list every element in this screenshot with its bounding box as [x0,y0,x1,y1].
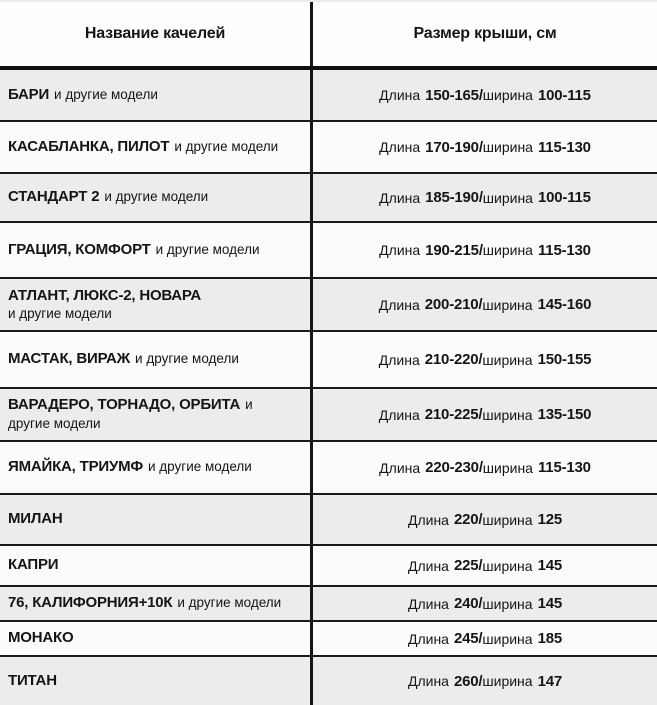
length-value: 220-230/ [425,459,483,476]
length-value: 200-210/ [424,296,483,313]
swing-name-suffix: и другие модели [8,305,112,321]
swing-name-text [8,138,278,157]
swing-model-names: ТИТАН [8,671,57,689]
length-label: Длина [379,139,421,155]
length-value: 260/ [453,672,483,690]
swing-name-text [8,396,296,434]
swing-name-suffix: и другие модели [8,396,253,431]
column-header-roof-size-label: Размер крыши, см [413,25,557,42]
width-value: 125 [537,511,563,528]
roof-size-cell [313,332,657,387]
swing-name-text [8,629,73,648]
swing-model-names: 76, КАЛИФОРНИЯ+10К [8,594,173,612]
width-value: 185 [537,630,563,647]
swing-name-text [8,594,281,613]
length-label: Длина [378,351,420,368]
swing-name-cell [0,495,313,544]
roof-size-cell [313,546,657,585]
roof-size-cell [313,622,657,655]
roof-size-cell [313,389,657,440]
table-row [0,330,657,387]
length-label: Длина [407,557,449,574]
length-label: Длина [407,595,449,612]
swing-model-names: КАСАБЛАНКА, ПИЛОТ [8,137,170,155]
swing-model-names: МАСТАК, ВИРАЖ [8,350,131,368]
swing-name-text [8,458,252,477]
swing-model-names: КАПРИ [8,556,59,574]
swing-name-suffix: и другие модели [135,351,239,367]
table-row [0,70,657,120]
swing-name-suffix: и другие модели [104,189,209,205]
width-label: ширина [482,296,533,313]
swing-name-suffix: и другие модели [148,459,252,475]
swing-model-names: ЯМАЙКА, ТРИУМФ [8,458,143,476]
width-value: 145 [537,595,563,612]
table-row [0,655,657,705]
width-label: ширина [482,459,533,476]
roof-size-cell [313,279,657,330]
roof-size-cell [313,70,657,120]
width-value: 145-160 [537,296,592,313]
swing-name-cell [0,657,313,705]
swing-model-names: СТАНДАРТ 2 [8,188,100,206]
swing-name-suffix: и другие модели [177,595,282,611]
swing-name-cell [0,122,313,172]
width-value: 145 [537,557,563,574]
length-value: 240/ [453,595,483,612]
swing-name-cell [0,174,313,221]
table-row [0,277,657,330]
column-header-roof-size [313,2,657,66]
swing-name-cell [0,223,313,277]
swing-name-cell [0,546,313,585]
width-label: ширина [482,87,533,103]
length-value: 220/ [453,511,483,528]
swing-name-cell [0,442,313,493]
width-label: ширина [482,351,533,368]
length-value: 170-190/ [425,138,483,156]
swing-name-suffix: и другие модели [155,241,260,257]
width-value: 100-115 [537,189,591,206]
length-label: Длина [378,296,420,313]
roof-size-cell [313,657,657,705]
table-body [0,70,657,705]
table-row [0,585,657,620]
table-row [0,172,657,221]
length-value: 210-225/ [424,406,483,423]
table-row [0,387,657,440]
swing-name-text [8,287,201,322]
swing-name-cell [0,389,313,440]
width-value: 100-115 [537,86,591,104]
swing-name-cell [0,587,313,620]
table-row [0,120,657,172]
roof-size-cell [313,223,657,277]
width-label: ширина [482,511,533,528]
roof-size-cell [313,122,657,172]
length-value: 190-215/ [425,241,483,259]
swing-name-text [8,188,208,207]
swing-name-cell [0,279,313,330]
length-value: 150-165/ [425,86,483,104]
swing-name-text [8,86,158,105]
swing-name-text [8,510,62,529]
table-header-row [0,2,657,70]
roof-size-cell [313,174,657,221]
length-value: 225/ [453,557,483,574]
width-value: 150-155 [537,351,592,368]
width-value: 115-130 [537,459,591,476]
width-label: ширина [482,630,533,647]
swing-name-cell [0,70,313,120]
table-row [0,493,657,544]
swing-name-suffix: и другие модели [174,138,279,154]
length-label: Длина [379,242,421,258]
roof-size-cell [313,495,657,544]
table-row [0,620,657,655]
table-row [0,544,657,585]
swing-name-cell [0,332,313,387]
width-label: ширина [482,557,533,574]
length-value: 210-220/ [424,351,483,368]
width-label: ширина [482,189,533,206]
swing-model-names: МОНАКО [8,629,74,647]
table-row [0,221,657,277]
roof-size-cell [313,587,657,620]
roof-size-cell [313,442,657,493]
swing-model-names: АТЛАНТ, ЛЮКС-2, НОВАРА [8,287,202,305]
swing-name-cell [0,622,313,655]
length-label: Длина [378,406,420,423]
swing-name-text [8,556,58,575]
column-header-swing-name [0,2,313,66]
column-header-swing-name-label: Название качелей [84,24,226,42]
width-label: ширина [482,673,533,689]
width-value: 115-130 [537,138,591,156]
swing-model-names: МИЛАН [8,510,63,528]
swing-name-text [8,672,57,691]
length-label: Длина [407,673,449,689]
width-label: ширина [482,406,533,423]
swing-name-suffix: и другие модели [54,86,158,102]
width-value: 135-150 [537,406,592,423]
width-value: 115-130 [537,241,591,259]
swing-name-text [8,350,239,369]
swing-model-names: ВАРАДЕРО, ТОРНАДО, ОРБИТА [8,395,241,413]
length-value: 245/ [453,630,483,647]
width-value: 147 [537,672,563,690]
width-label: ширина [482,242,533,258]
swing-name-text [8,241,260,260]
length-label: Длина [407,511,449,528]
length-value: 185-190/ [425,189,483,206]
length-label: Длина [407,630,449,647]
length-label: Длина [379,87,421,103]
swing-model-names: ГРАЦИЯ, КОМФОРТ [8,240,151,258]
length-label: Длина [379,189,421,206]
length-label: Длина [379,459,421,476]
swing-model-names: БАРИ [8,85,50,103]
table-row [0,440,657,493]
width-label: ширина [482,139,533,155]
width-label: ширина [482,595,533,612]
